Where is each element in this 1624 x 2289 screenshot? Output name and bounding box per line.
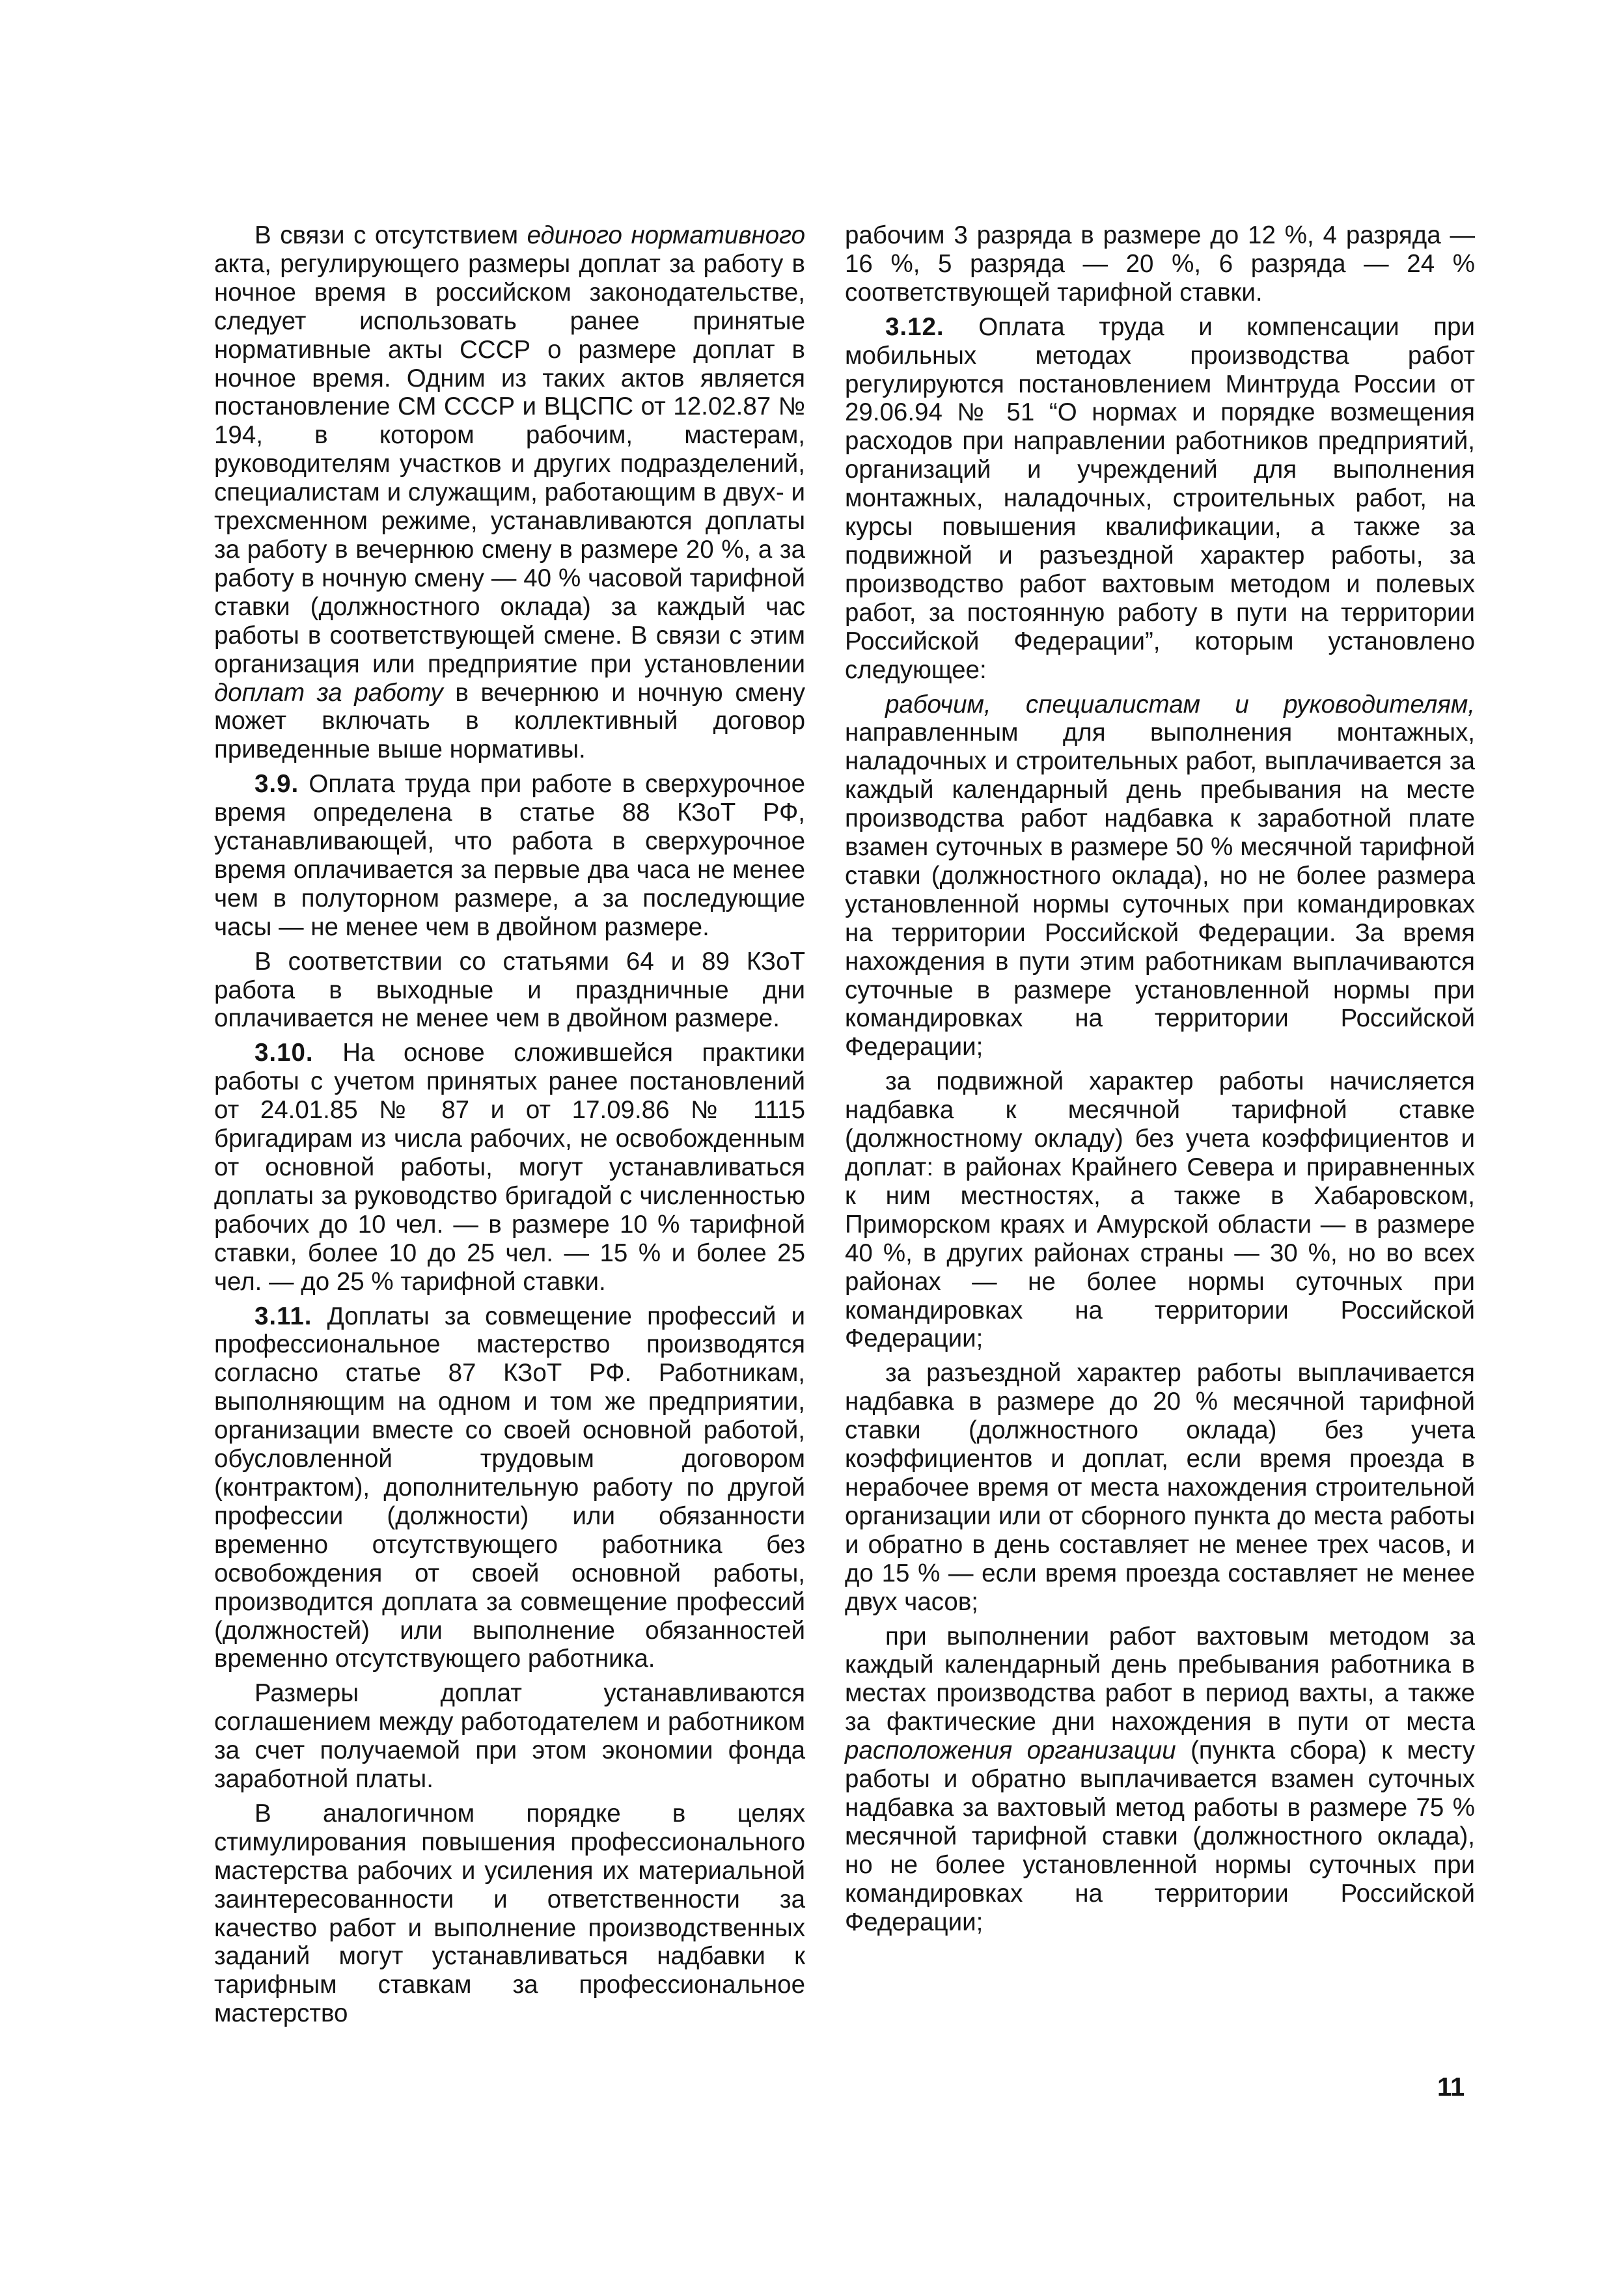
paragraph-mastery-bonus: В аналогичном порядке в целях стимулирования повышения профессионального мастерства рабочих и усиления их материальной заинтересованности и ответственности за качество работ и выполнение производственных заданий могут устанавливаться надбавки к тарифным ставкам за профессиональное мастерство [214,1799,805,2028]
left-column [214,221,805,2034]
paragraph-holiday-pay: В соответствии со статьями 64 и 89 КЗоТ работа в выходные и праздничные дни оплачивается не менее чем в двойном размере. [214,947,805,1033]
page-number: 11 [1437,2073,1465,2102]
paragraph-traveling-work: за разъездной характер работы выплачивается надбавка в размере до 20 % месячной тарифной ставки (должностного оклада) без учета коэффициентов и доплат, если время проезда в нерабочее время от места нахождения строительной организации или от сборного пункта до места работы и обратно в день составляет не менее трех часов, и до 15 % — если время проезда составляет не менее двух часов; [845,1359,1475,1616]
section-number: 3.12. [885,312,944,341]
paragraph-surcharge-agreement: Размеры доплат устанавливаются соглашением между работодателем и работником за счет получаемой при этом экономии фонда заработной платы. [214,1679,805,1794]
paragraph-installation-workers: рабочим, специалистам и руководителям, направленным для выполнения монтажных, наладочных и строительных работ, выплачивается за каждый календарный день пребывания на месте производства работ надбавка к заработной плате взамен суточных в размере 50 % месячной тарифной ставки (должностного оклада), но не более размера установленной нормы суточных при командировках на территории Российской Федерации. За время нахождения в пути этим работникам выплачиваются суточные в размере установленной нормы при командировках на территории Российской Федерации; [845,690,1475,1062]
section-number: 3.10. [255,1039,314,1067]
paragraph-3-9: 3.9. Оплата труда при работе в сверхурочное время определена в статье 88 КЗоТ РФ, устанавливающей, что работа в сверхурочное время оплачивается за первые два часа не менее чем в полуторном размере, а за последующие часы — не менее чем в двойном размере. [214,770,805,941]
paragraph-night-pay: В связи с отсутствием единого нормативного акта, регулирующего размеры доплат за работу в ночное время в российском законодательстве, следует использовать ранее принятые нормативные акты СССР о размере доплат в ночное время. Одним из таких актов является постановление СМ СССР и ВЦСПС от 12.02.87 № 194, в котором рабочим, мастерам, руководителям участков и других подразделений, специалистам и служащим, работающим в двух- и трехсменном режиме, устанавливаются доплаты за работу в вечернюю смену в размере 20 %, а за работу в ночную смену — 40 % часовой тарифной ставки (должностного оклада) за каждый час работы в соответствующей смене. В связи с этим организация или предприятие при установлении доплат за работу в вечернюю и ночную смену может включать в коллективный договор приведенные выше нормативы. [214,221,806,764]
paragraph-3-12: 3.12. Оплата труда и компенсации при мобильных методах производства работ регулируются постановлением Минтруда России от 29.06.94 № 51 “О нормах и порядке возмещения расходов при направлении работников предприятий, организаций и учреждений для выполнения монтажных, наладочных, строительных работ, на курсы повышения квалификации, а также за подвижной и разъездной характер работы, за производство работ вахтовым методом и полевых работ, за постоянную работу в пути на территории Российской Федерации”, которым установлено следующее: [845,312,1475,684]
paragraph-3-10: 3.10. На основе сложившейся практики работы с учетом принятых ранее постановлений от 24.01.85 № 87 и от 17.09.86 № 1115 бригадирам из числа рабочих, не освобожденным от основной работы, могут устанавливаться доплаты за руководство бригадой с численностью рабочих до 10 чел. — в размере 10 % тарифной ставки, более 10 до 25 чел. — 15 % и более 25 чел. — до 25 % тарифной ставки. [214,1039,805,1296]
section-number: 3.11. [255,1302,312,1330]
paragraph-shift-method: при выполнении работ вахтовым методом за каждый календарный день пребывания работника в местах производства работ в период вахты, а также за фактические дни нахождения в пути от места расположения организации (пункта сбора) к месту работы и обратно выплачивается взамен суточных надбавка за вахтовый метод работы в размере 75 % месячной тарифной ставки (должностного оклада), но не более установленной нормы суточных при командировках на территории Российской Федерации; [845,1622,1475,1936]
paragraph-grade-rates: рабочим 3 разряда в размере до 12 %, 4 разряда — 16 %, 5 разряда — 20 %, 6 разряда — 24 % соответствующей тарифной ставки. [845,221,1475,307]
paragraph-3-11: 3.11. Доплаты за совмещение профессий и профессиональное мастерство производятся согласно статье 87 КЗоТ РФ. Работникам, выполняющим на одном и том же предприятии, организации вместе со своей основной работой, обусловленной трудовым договором (контрактом), дополнительную работу по другой профессии (должности) или обязанности временно отсутствующего работника без освобождения от своей основной работы, производится доплата за совмещение профессий (должностей) или выполнение обязанностей временно отсутствующего работника. [214,1302,805,1673]
right-column [845,221,1475,1942]
section-number: 3.9. [255,770,299,799]
paragraph-mobile-work: за подвижной характер работы начисляется надбавка к месячной тарифной ставке (должностному окладу) без учета коэффициентов и доплат: в районах Крайнего Севера и приравненных к ним местностях, а также в Хабаровском, Приморском краях и Амурской области — в размере 40 %, в других районах страны — 30 %, но во всех районах — не более нормы суточных при командировках на территории Российской Федерации; [845,1067,1475,1353]
